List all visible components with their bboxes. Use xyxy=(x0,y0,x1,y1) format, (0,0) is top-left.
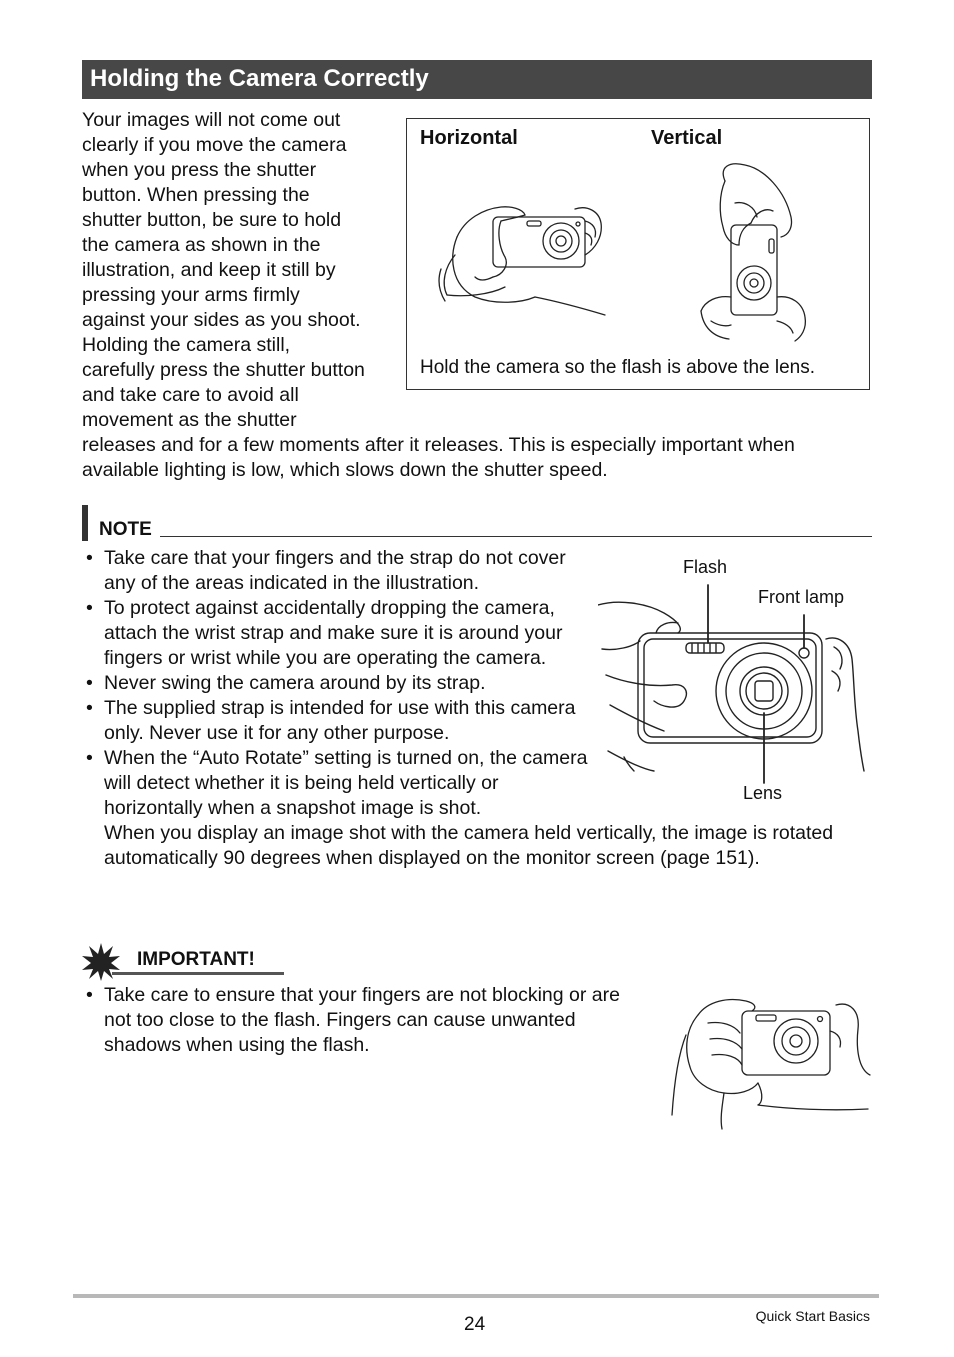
camera-parts-diagram xyxy=(598,555,870,810)
intro-line: shutter button, be sure to hold xyxy=(82,209,342,231)
horizontal-hold-illustration xyxy=(435,197,615,322)
intro-line: carefully press the shutter button xyxy=(82,359,365,381)
intro-paragraph-continued xyxy=(82,433,872,483)
vertical-label: Vertical xyxy=(651,127,723,149)
important-label: IMPORTANT! xyxy=(137,949,255,970)
flash-blocking-illustration xyxy=(668,995,872,1131)
intro-line: Your images will not come out xyxy=(82,109,341,131)
lens-label: Lens xyxy=(743,783,783,803)
page-number: 24 xyxy=(464,1314,486,1335)
list-item-continuation: When you display an image shot with the camera held vertically, the image is rotated automatically 90 degrees when displayed on the monitor screen (page 151). xyxy=(104,822,834,869)
intro-line: the camera as shown in the xyxy=(82,234,321,256)
intro-line: pressing your arms firmly xyxy=(82,284,300,306)
intro-line: movement as the shutter xyxy=(82,409,297,431)
note-label: NOTE xyxy=(99,519,152,540)
intro-line: illustration, and keep it still by xyxy=(82,259,336,281)
important-burst-icon xyxy=(82,943,120,981)
note-heading xyxy=(82,505,872,541)
note-rule xyxy=(160,536,872,537)
list-item: • The supplied strap is intended for use with this camera only. Never use it for any other purpose. xyxy=(82,696,602,746)
section-title: Holding the Camera Correctly xyxy=(82,60,872,99)
intro-line: available lighting is low, which slows down the shutter speed. xyxy=(82,459,608,481)
intro-line: against your sides as you shoot. xyxy=(82,309,361,331)
list-item: • Take care that your fingers and the strap do not cover any of the areas indicated in the illustration. xyxy=(82,546,602,596)
list-item: • Take care to ensure that your fingers are not blocking or are not too close to the flash. Fingers can cause unwanted shadows when using the flash. xyxy=(82,983,642,1058)
important-heading xyxy=(82,943,292,977)
horizontal-label: Horizontal xyxy=(420,127,518,149)
list-item: • To protect against accidentally dropping the camera, attach the wrist strap and make sure it is around your fingers or wrist while you are operating the camera. xyxy=(82,596,602,671)
intro-line: button. When pressing the xyxy=(82,184,310,206)
front-lamp-label: Front lamp xyxy=(758,587,845,607)
intro-line: Holding the camera still, xyxy=(82,334,291,356)
vertical-hold-illustration xyxy=(695,161,825,343)
intro-line: clearly if you move the camera xyxy=(82,134,347,156)
intro-line: releases and for a few moments after it releases. This is especially important when xyxy=(82,434,795,456)
footer-rule xyxy=(73,1294,879,1298)
illustration-caption: Hold the camera so the flash is above the lens. xyxy=(420,357,816,378)
footer-section-name: Quick Start Basics xyxy=(755,1308,870,1324)
list-item-text: • When the “Auto Rotate” setting is turned on, the camera will detect whether it is being held vertically or horizontally when a snapshot image is shot. xyxy=(104,747,588,819)
intro-line: and take care to avoid all xyxy=(82,384,299,406)
important-rule xyxy=(112,972,284,975)
intro-paragraph xyxy=(82,108,392,433)
note-bar xyxy=(82,505,88,541)
intro-line: when you press the shutter xyxy=(82,159,317,181)
flash-label: Flash xyxy=(683,557,728,577)
holding-illustration-box xyxy=(406,118,870,390)
list-item: • Never swing the camera around by its strap. xyxy=(82,671,602,696)
